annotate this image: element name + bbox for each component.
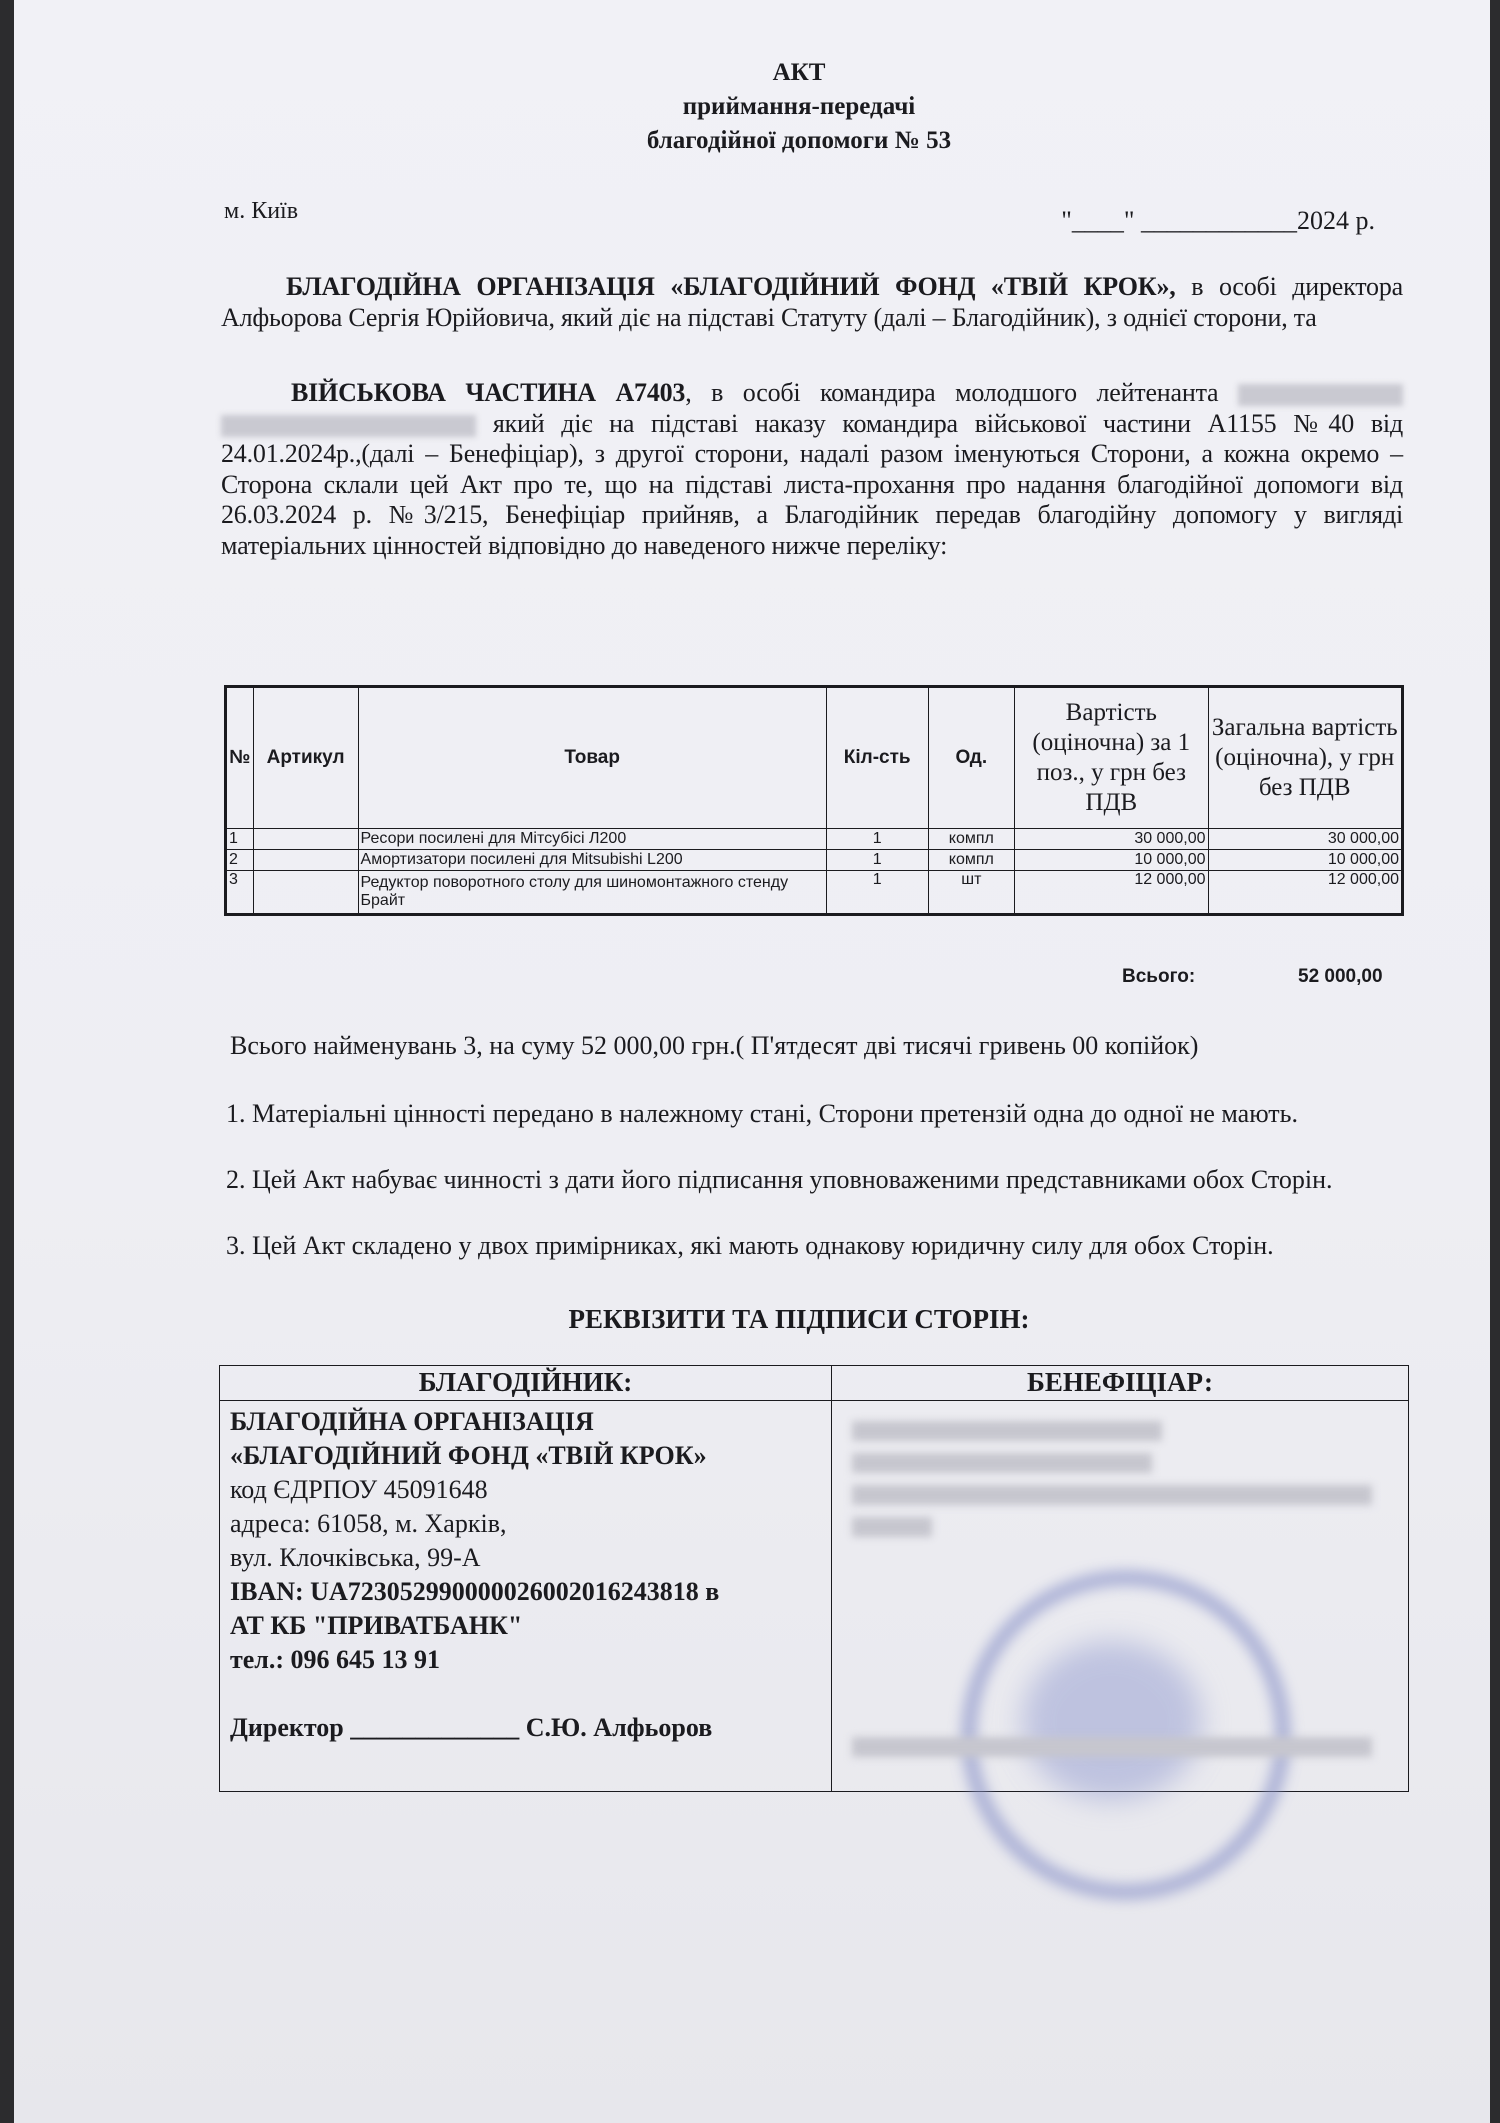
row-product: Ресори посилені для Мітсубісі Л200 (358, 829, 826, 850)
row-unit-price: 30 000,00 (1015, 829, 1208, 850)
row-quantity: 1 (826, 871, 928, 915)
total-value: 52 000,00 (1298, 966, 1383, 987)
redacted-name-2 (221, 415, 476, 437)
row-quantity: 1 (826, 850, 928, 871)
requisites-table (219, 1365, 1409, 1792)
redacted-line (852, 1453, 1152, 1473)
redacted-line (852, 1421, 1162, 1441)
col-unit-price: Вартість (оціночна) за 1 поз., у грн без ПДВ (1015, 687, 1208, 829)
redacted-name (1238, 384, 1403, 406)
donor-org-name: БЛАГОДІЙНА ОРГАНІЗАЦІЯ «БЛАГОДІЙНИЙ ФОНД «ТВІЙ КРОК», (286, 272, 1176, 301)
donor-org-line-2: «БЛАГОДІЙНИЙ ФОНД «ТВІЙ КРОК» (230, 1441, 707, 1470)
beneficiary-text-1: , в особі командира молодшого лейтенанта (685, 378, 1219, 407)
document-title (14, 56, 1500, 158)
summary-line: Всього найменувань 3, на суму 52 000,00 грн.( П'ятдесят дві тисячі гривень 00 копійок) (230, 1031, 1199, 1060)
title-line-2: приймання-передачі (682, 93, 916, 120)
redacted-signature-line (852, 1737, 1372, 1757)
table-row (226, 829, 1403, 850)
redacted-line (852, 1485, 1372, 1505)
beneficiary-paragraph (221, 378, 1403, 561)
stamp-seal-inner (1022, 1641, 1202, 1801)
col-product: Товар (358, 687, 826, 829)
donor-paragraph (221, 272, 1403, 333)
row-product: Амортизатори посилені для Mitsubishi L200 (358, 850, 826, 871)
row-unit-price: 10 000,00 (1015, 850, 1208, 871)
row-article (253, 871, 358, 915)
term-2: 2. Цей Акт набуває чинності з дати його підписання уповноваженими представниками обох Сторін. (226, 1165, 1333, 1194)
title-line-1: АКТ (772, 59, 826, 86)
term-3: 3. Цей Акт складено у двох примірниках, які мають однакову юридичну силу для обох Сторін. (226, 1231, 1274, 1260)
total-label: Всього: (1122, 966, 1196, 987)
term-1: 1. Матеріальні цінності передано в належному стані, Сторони претензій одна до одної не мають. (226, 1099, 1299, 1128)
goods-header-row (226, 687, 1403, 829)
beneficiary-header: БЕНЕФІЦІАР: (832, 1366, 1409, 1401)
document-page (14, 0, 1490, 2123)
row-unit: шт (928, 871, 1015, 915)
goods-table (224, 685, 1404, 916)
donor-edrpou: код ЄДРПОУ 45091648 (230, 1475, 488, 1504)
col-article: Артикул (253, 687, 358, 829)
donor-org-line-1: БЛАГОДІЙНА ОРГАНІЗАЦІЯ (230, 1407, 594, 1436)
table-row (226, 850, 1403, 871)
col-number: № (226, 687, 254, 829)
donor-text: в особі директора Алфьорова Сергія Юрійовича, який діє на підставі Статуту (далі – Благодійник), з однієї сторони, та (221, 272, 1403, 332)
table-row (226, 871, 1403, 915)
col-unit: Од. (928, 687, 1015, 829)
col-total-price: Загальна вартість (оціночна), у грн без ПДВ (1208, 687, 1403, 829)
row-quantity: 1 (826, 829, 928, 850)
donor-address-1: адреса: 61058, м. Харків, (230, 1509, 507, 1538)
donor-phone: тел.: 096 645 13 91 (230, 1645, 441, 1674)
title-line-3: благодійної допомоги № 53 (646, 127, 952, 154)
donor-iban: IBAN: UA723052990000026002016243818 в (230, 1577, 720, 1606)
donor-bank: АТ КБ "ПРИВАТБАНК" (230, 1611, 523, 1640)
redacted-line (852, 1517, 932, 1537)
beneficiary-text-2: який діє на підставі наказу командира військової частини А1155 №40 від 24.01.2024р.,(далі – Бенефіціар), з другої сторони, надалі разом іменуються Сторони, а кожна окремо – Сторона склали цей Акт про те, що на підставі листа-прохання про надання благодійної допомоги від 26.03.2024 р. №3/215, Бенефіціар прийняв, а Благодійник передав благодійну допомогу у вигляді матеріальних цінностей відповідно до наведеного нижче переліку: (221, 408, 1403, 560)
row-article (253, 829, 358, 850)
donor-details (220, 1401, 832, 1792)
row-number: 3 (226, 871, 254, 915)
col-quantity: Кіл-сть (826, 687, 928, 829)
document-date: "____" ____________2024 р. (1061, 206, 1375, 235)
donor-header: БЛАГОДІЙНИК: (220, 1366, 832, 1401)
row-total: 12 000,00 (1208, 871, 1403, 915)
beneficiary-unit-name: ВІЙСЬКОВА ЧАСТИНА А7403 (291, 378, 686, 407)
requisites-heading: РЕКВІЗИТИ ТА ПІДПИСИ СТОРІН: (568, 1304, 1030, 1334)
row-unit: компл (928, 850, 1015, 871)
row-total: 30 000,00 (1208, 829, 1403, 850)
row-unit-price: 12 000,00 (1015, 871, 1208, 915)
donor-address-2: вул. Клочківська, 99-А (230, 1543, 481, 1572)
beneficiary-details-redacted (832, 1401, 1409, 1792)
row-product: Редуктор поворотного столу для шиномонтажного стенду Брайт (358, 871, 826, 915)
row-unit: компл (928, 829, 1015, 850)
city: м. Київ (224, 198, 299, 224)
row-total: 10 000,00 (1208, 850, 1403, 871)
row-article (253, 850, 358, 871)
row-number: 2 (226, 850, 254, 871)
row-number: 1 (226, 829, 254, 850)
donor-signature-line: Директор _____________ С.Ю. Алфьоров (230, 1713, 713, 1742)
